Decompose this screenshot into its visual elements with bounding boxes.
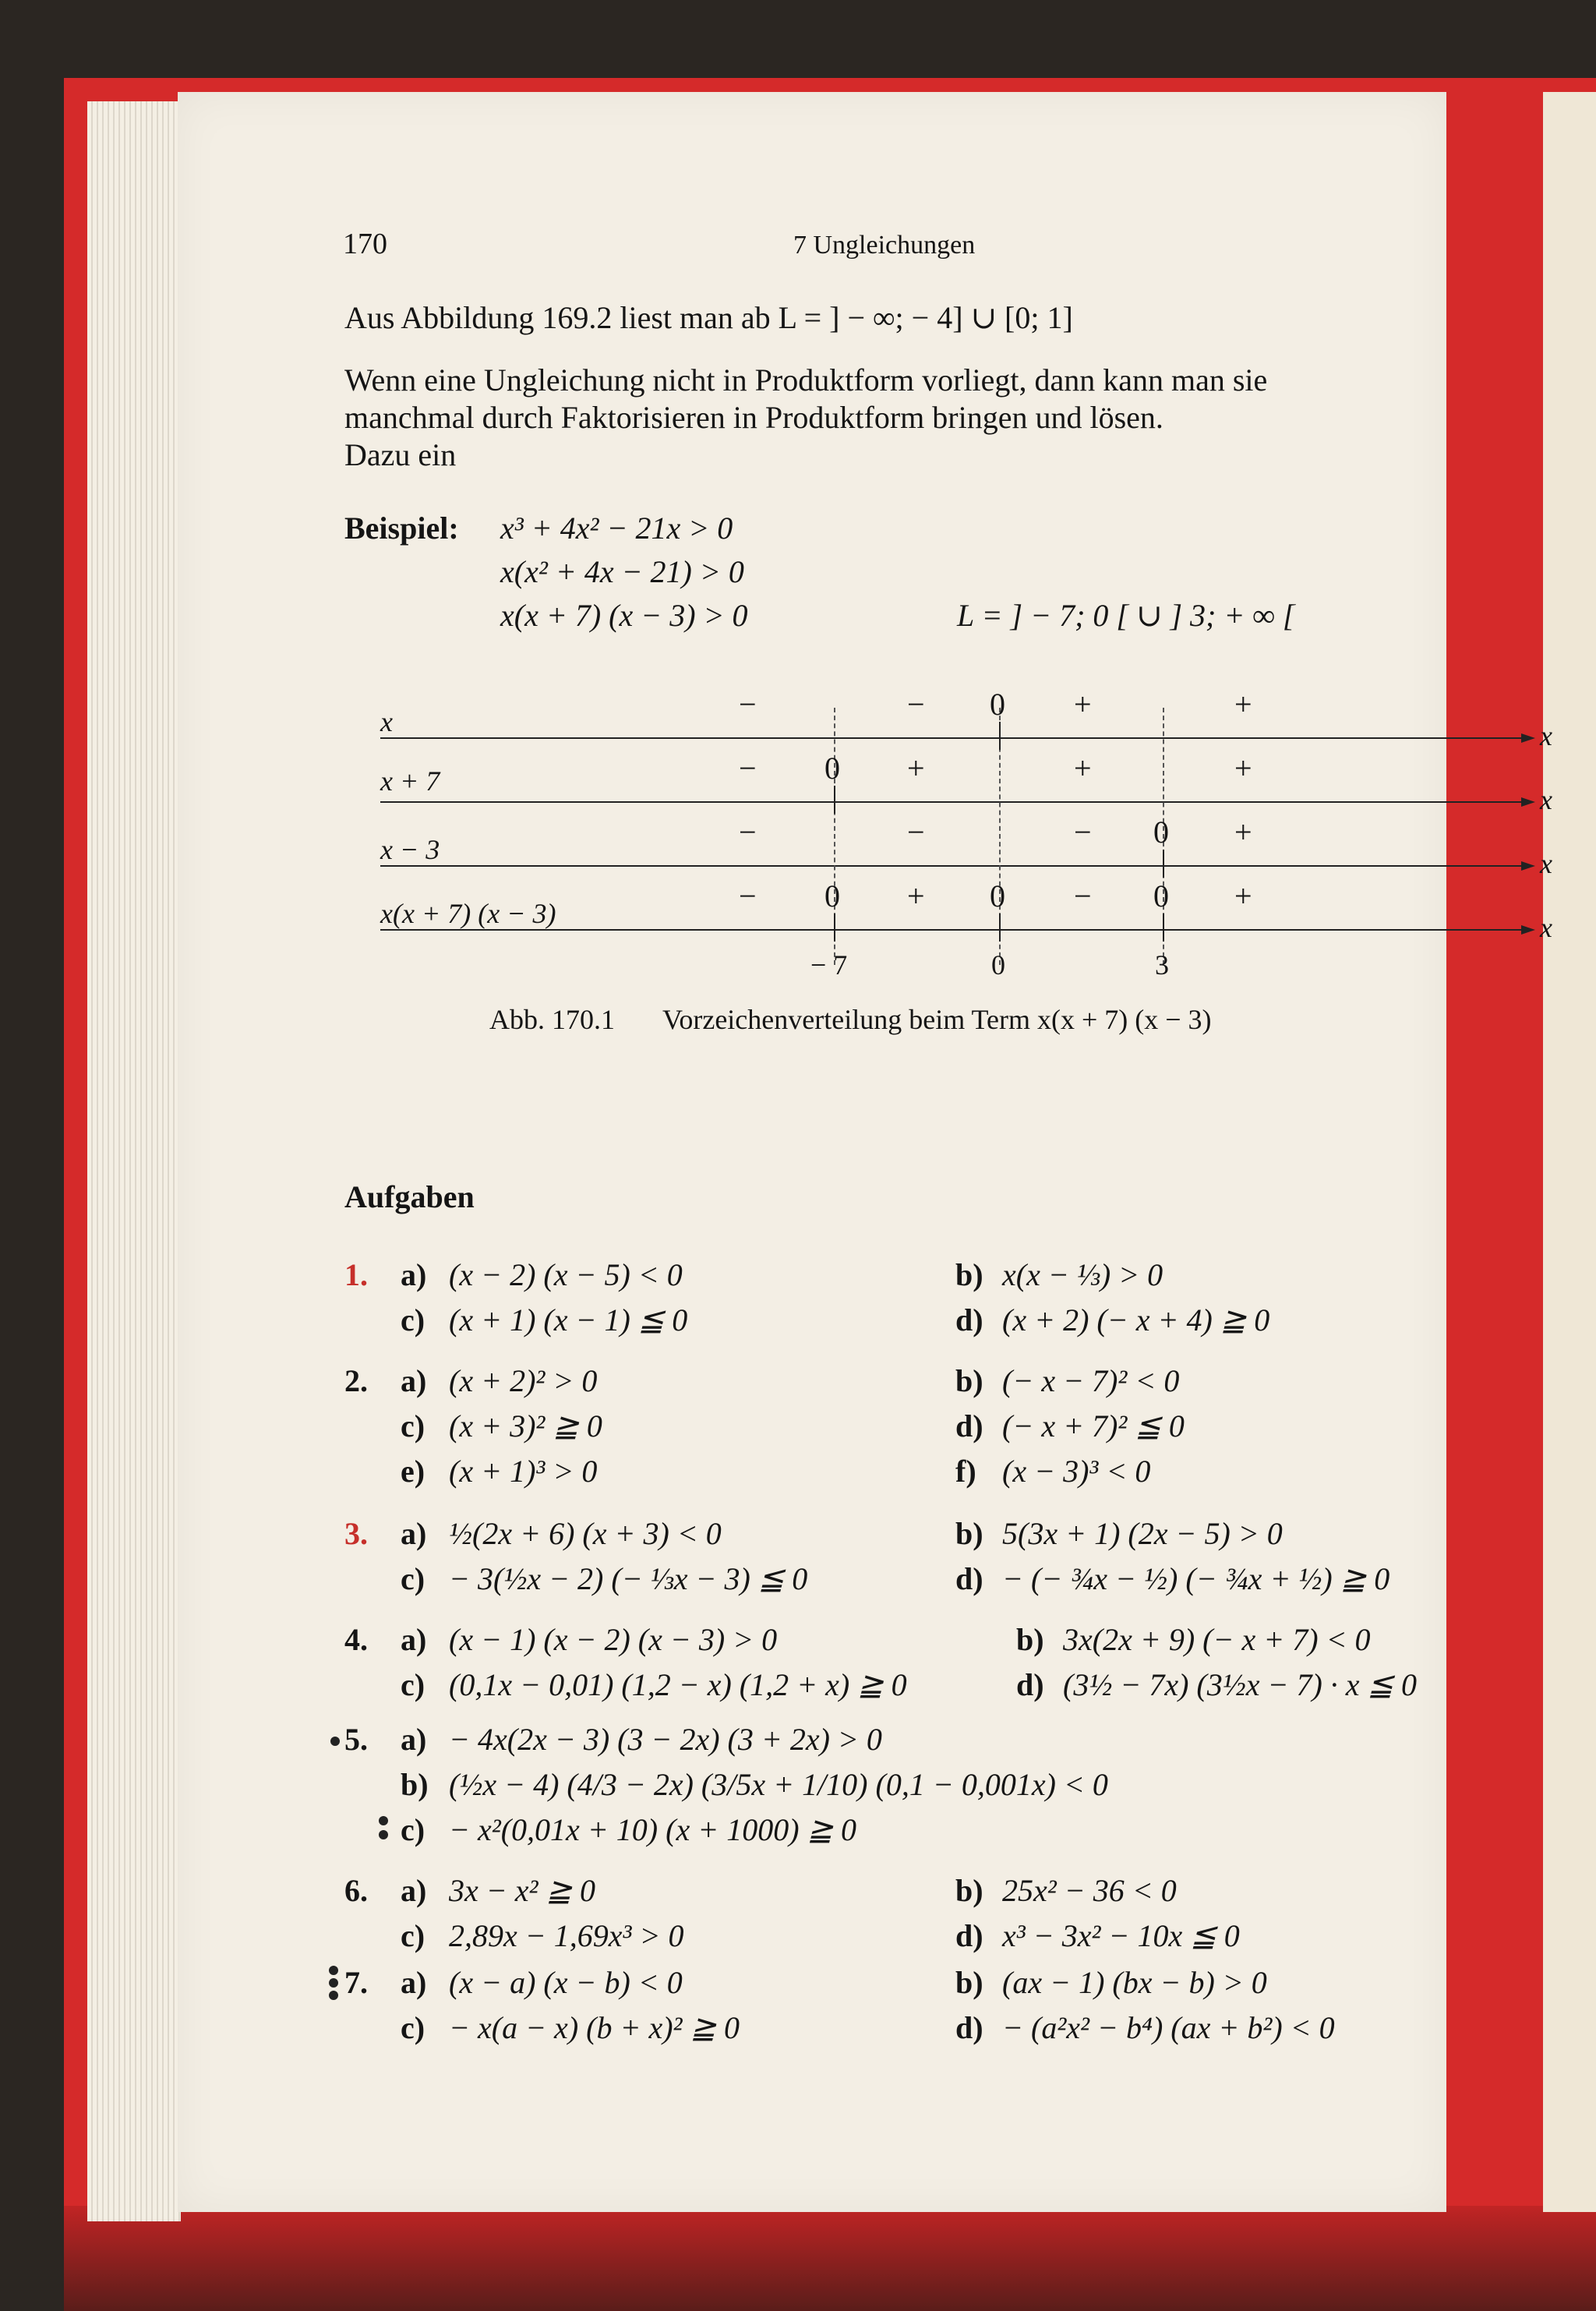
sign-row-label: x(x + 7) (x − 3) bbox=[380, 898, 556, 929]
tick-label: 0 bbox=[991, 949, 1005, 981]
item-letter: b) bbox=[1016, 1622, 1044, 1657]
item-letter: f) bbox=[955, 1454, 976, 1489]
page-number: 170 bbox=[343, 228, 387, 260]
exercise-number: 7. bbox=[344, 1965, 368, 2000]
bullet-icon bbox=[329, 1978, 338, 1988]
item-letter: a) bbox=[401, 1622, 427, 1657]
axis-line bbox=[380, 737, 1524, 739]
adjacent-page bbox=[1543, 92, 1596, 2212]
item-expression: (− x + 7)² ≦ 0 bbox=[1002, 1408, 1185, 1443]
item-letter: c) bbox=[401, 1667, 425, 1702]
zero-tick bbox=[999, 913, 1001, 942]
bullet-icon bbox=[329, 1991, 338, 2000]
item-letter: e) bbox=[401, 1454, 425, 1489]
item-letter: d) bbox=[955, 1408, 983, 1443]
item-expression: (x + 1) (x − 1) ≦ 0 bbox=[449, 1302, 688, 1337]
page-stack-edge bbox=[87, 101, 181, 2221]
item-expression: (x + 2)² > 0 bbox=[449, 1363, 598, 1398]
sign: − bbox=[1074, 815, 1092, 850]
zero-tick bbox=[834, 913, 835, 942]
intro-paragraph-line: Dazu ein bbox=[344, 437, 457, 472]
zero-tick bbox=[834, 786, 835, 814]
axis-arrow-icon bbox=[1521, 861, 1535, 871]
item-expression: 3x − x² ≧ 0 bbox=[449, 1873, 596, 1908]
sign: − bbox=[739, 751, 757, 786]
item-expression: − 3(½x − 2) (− ⅓x − 3) ≦ 0 bbox=[449, 1561, 808, 1596]
sign: − bbox=[907, 687, 925, 722]
item-letter: a) bbox=[401, 1516, 427, 1551]
item-expression: (− x − 7)² < 0 bbox=[1002, 1363, 1180, 1398]
sign-zero: 0 bbox=[1153, 815, 1169, 850]
axis-arrow-icon bbox=[1521, 733, 1535, 743]
intro-paragraph-line: manchmal durch Faktorisieren in Produktform bringen und lösen. bbox=[344, 400, 1163, 435]
item-expression: ½(2x + 6) (x + 3) < 0 bbox=[449, 1516, 722, 1551]
item-letter: d) bbox=[955, 1561, 983, 1596]
example-equation: x³ + 4x² − 21x > 0 bbox=[500, 511, 733, 546]
item-expression: (½x − 4) (4/3 − 2x) (3/5x + 1/10) (0,1 − 0,001x) < 0 bbox=[449, 1767, 1108, 1802]
sign: + bbox=[1234, 687, 1252, 722]
item-expression: (0,1x − 0,01) (1,2 − x) (1,2 + x) ≧ 0 bbox=[449, 1667, 907, 1702]
item-expression: 2,89x − 1,69x³ > 0 bbox=[449, 1918, 684, 1953]
sign-zero: 0 bbox=[824, 878, 840, 913]
item-letter: c) bbox=[401, 1561, 425, 1596]
sign-zero: 0 bbox=[990, 878, 1005, 913]
item-expression: x³ − 3x² − 10x ≦ 0 bbox=[1002, 1918, 1240, 1953]
book-page bbox=[178, 92, 1552, 2212]
item-expression: (x − a) (x − b) < 0 bbox=[449, 1965, 683, 2000]
sign: + bbox=[907, 878, 925, 913]
axis-arrow-icon bbox=[1521, 797, 1535, 807]
item-expression: (x + 1)³ > 0 bbox=[449, 1454, 598, 1489]
item-letter: c) bbox=[401, 2010, 425, 2045]
axis-variable: x bbox=[1540, 848, 1552, 879]
sign-row-label: x − 3 bbox=[380, 834, 440, 865]
item-letter: b) bbox=[955, 1873, 983, 1908]
sign-zero: 0 bbox=[1153, 878, 1169, 913]
bullet-icon bbox=[379, 1816, 388, 1825]
sign-zero: 0 bbox=[824, 751, 840, 786]
intro-line: Aus Abbildung 169.2 liest man ab L = ] − ∞; − 4] ∪ [0; 1] bbox=[344, 300, 1073, 335]
sign: − bbox=[739, 815, 757, 850]
sign: + bbox=[1234, 751, 1252, 786]
sign: + bbox=[907, 751, 925, 786]
exercise-number: 6. bbox=[344, 1873, 368, 1908]
example-equation: x(x² + 4x − 21) > 0 bbox=[500, 554, 744, 589]
sign-zero: 0 bbox=[990, 687, 1005, 722]
axis-variable: x bbox=[1540, 912, 1552, 943]
exercise-number: 1. bbox=[344, 1257, 368, 1292]
bullet-icon bbox=[330, 1737, 340, 1746]
item-expression: 5(3x + 1) (2x − 5) > 0 bbox=[1002, 1516, 1283, 1551]
zero-tick bbox=[999, 722, 1001, 750]
item-letter: d) bbox=[955, 2010, 983, 2045]
item-expression: (x + 2) (− x + 4) ≧ 0 bbox=[1002, 1302, 1270, 1337]
item-letter: c) bbox=[401, 1918, 425, 1953]
item-letter: b) bbox=[955, 1257, 983, 1292]
sign-row-label: x bbox=[380, 706, 393, 737]
item-expression: (x + 3)² ≧ 0 bbox=[449, 1408, 602, 1443]
item-letter: a) bbox=[401, 1873, 427, 1908]
exercise-number: 3. bbox=[344, 1516, 368, 1551]
sign: − bbox=[907, 815, 925, 850]
sign: − bbox=[739, 687, 757, 722]
exercise-number: 5. bbox=[344, 1722, 368, 1757]
axis-variable: x bbox=[1540, 784, 1552, 815]
item-expression: (3½ − 7x) (3½x − 7) · x ≦ 0 bbox=[1063, 1667, 1418, 1702]
item-letter: a) bbox=[401, 1722, 427, 1757]
tick-label: − 7 bbox=[810, 949, 848, 981]
exercises-heading: Aufgaben bbox=[344, 1179, 475, 1214]
item-letter: b) bbox=[955, 1965, 983, 2000]
figure-caption-label: Abb. 170.1 bbox=[489, 1004, 615, 1035]
axis-line bbox=[380, 801, 1524, 803]
intro-paragraph-line: Wenn eine Ungleichung nicht in Produktform vorliegt, dann kann man sie bbox=[344, 362, 1268, 398]
sign: + bbox=[1074, 751, 1092, 786]
bullet-icon bbox=[329, 1966, 338, 1975]
chapter-heading: 7 Ungleichungen bbox=[793, 231, 976, 260]
item-letter: c) bbox=[401, 1408, 425, 1443]
item-expression: − x(a − x) (b + x)² ≧ 0 bbox=[449, 2010, 740, 2045]
item-expression: 25x² − 36 < 0 bbox=[1002, 1873, 1177, 1908]
axis-line bbox=[380, 929, 1524, 931]
item-expression: − 4x(2x − 3) (3 − 2x) (3 + 2x) > 0 bbox=[449, 1722, 882, 1757]
item-expression: − (− ¾x − ½) (− ¾x + ½) ≧ 0 bbox=[1002, 1561, 1390, 1596]
item-letter: d) bbox=[955, 1302, 983, 1337]
axis-arrow-icon bbox=[1521, 925, 1535, 935]
item-expression: x(x − ⅓) > 0 bbox=[1002, 1257, 1163, 1292]
zero-tick bbox=[1163, 850, 1164, 878]
item-letter: a) bbox=[401, 1965, 427, 2000]
item-letter: c) bbox=[401, 1302, 425, 1337]
item-expression: (x − 1) (x − 2) (x − 3) > 0 bbox=[449, 1622, 778, 1657]
item-letter: b) bbox=[401, 1767, 429, 1802]
item-expression: (x − 3)³ < 0 bbox=[1002, 1454, 1151, 1489]
sign: − bbox=[1074, 878, 1092, 913]
item-expression: (ax − 1) (bx − b) > 0 bbox=[1002, 1965, 1267, 2000]
book-cover-edge bbox=[64, 2206, 1596, 2311]
item-letter: b) bbox=[955, 1363, 983, 1398]
item-expression: (x − 2) (x − 5) < 0 bbox=[449, 1257, 683, 1292]
item-letter: a) bbox=[401, 1257, 427, 1292]
axis-variable: x bbox=[1540, 720, 1552, 751]
sign: − bbox=[739, 878, 757, 913]
item-letter: c) bbox=[401, 1812, 425, 1847]
item-letter: b) bbox=[955, 1516, 983, 1551]
example-equation: x(x + 7) (x − 3) > 0 bbox=[500, 598, 748, 633]
exercise-number: 2. bbox=[344, 1363, 368, 1398]
item-letter: d) bbox=[1016, 1667, 1044, 1702]
zero-tick bbox=[1163, 913, 1164, 942]
tick-label: 3 bbox=[1155, 949, 1169, 981]
example-label: Beispiel: bbox=[344, 511, 459, 546]
item-letter: a) bbox=[401, 1363, 427, 1398]
exercise-number: 4. bbox=[344, 1622, 368, 1657]
figure-caption-text: Vorzeichenverteilung beim Term x(x + 7) (x − 3) bbox=[662, 1004, 1212, 1035]
sign: + bbox=[1234, 878, 1252, 913]
item-expression: − (a²x² − b⁴) (ax + b²) < 0 bbox=[1002, 2010, 1335, 2045]
item-expression: − x²(0,01x + 10) (x + 1000) ≧ 0 bbox=[449, 1812, 857, 1847]
sign-row-label: x + 7 bbox=[380, 765, 440, 797]
axis-line bbox=[380, 865, 1524, 867]
sign: + bbox=[1074, 687, 1092, 722]
example-solution: L = ] − 7; 0 [ ∪ ] 3; + ∞ [ bbox=[957, 598, 1295, 633]
item-expression: 3x(2x + 9) (− x + 7) < 0 bbox=[1063, 1622, 1371, 1657]
sign: + bbox=[1234, 815, 1252, 850]
bullet-icon bbox=[379, 1830, 388, 1839]
item-letter: d) bbox=[955, 1918, 983, 1953]
